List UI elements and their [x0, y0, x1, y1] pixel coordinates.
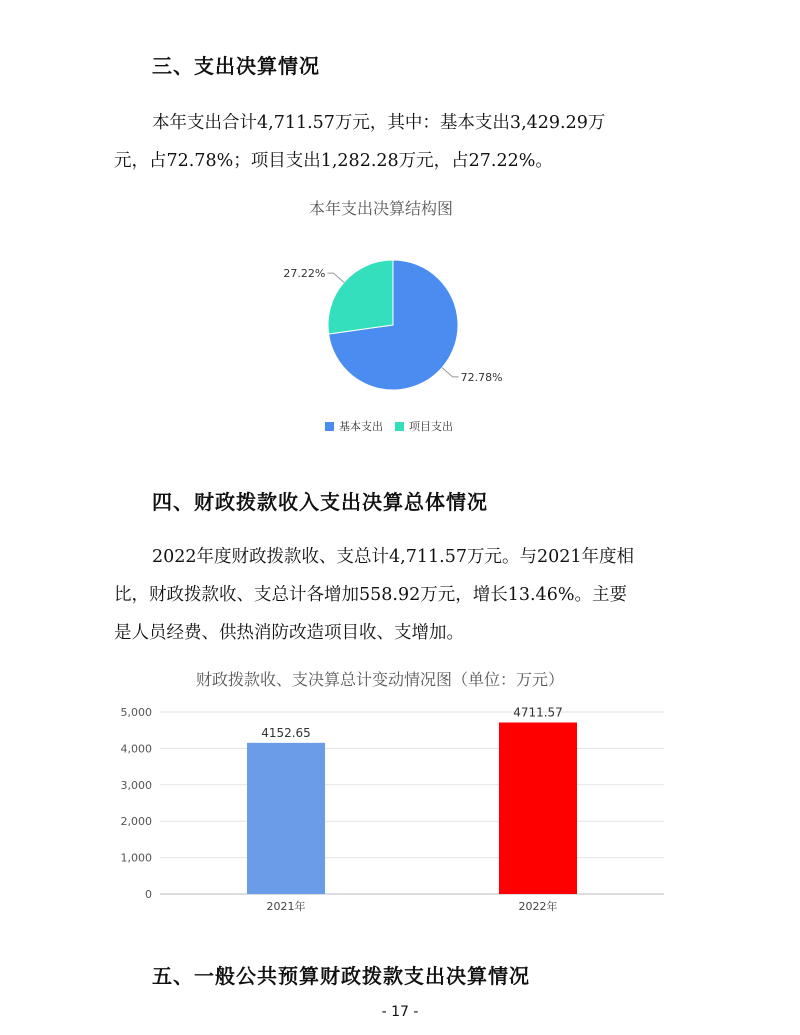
pie-leader-line: [442, 368, 459, 377]
paragraph: [114, 538, 689, 652]
pie-leader-line: [327, 273, 344, 282]
paragraph-line: 2022年度财政拨款收、支总计4,711.57万元。与2021年度相: [152, 547, 635, 567]
pie-chart: [0, 240, 800, 420]
bar: [247, 743, 325, 894]
legend-item: [395, 418, 453, 434]
y-tick-label: 5,000: [120, 706, 152, 719]
y-tick-label: 3,000: [120, 778, 152, 792]
pie-legend: [325, 418, 465, 434]
pie-data-label: 72.78%: [460, 370, 503, 384]
pie-data-label: 27.22%: [283, 267, 326, 281]
legend-item: [325, 418, 383, 434]
section-heading: 五、一般公共预算财政拨款支出决算情况: [152, 964, 530, 988]
y-tick-label: 2,000: [120, 815, 152, 829]
x-tick-label: 2021年: [266, 900, 306, 913]
x-tick-label: 2022年: [518, 900, 558, 913]
paragraph-line: 是人员经费、供热消防改造项目收、支增加。: [114, 623, 464, 643]
legend-swatch: [395, 422, 404, 431]
y-tick-label: 4,000: [120, 742, 152, 756]
page-number: - 17 -: [381, 1004, 419, 1020]
y-tick-label: 1,000: [120, 851, 152, 865]
pie-chart-title: 本年支出决算结构图: [309, 199, 454, 218]
paragraph-line: 本年支出合计4,711.57万元，其中：基本支出3,429.29万: [152, 113, 606, 133]
paragraph-line: 元，占72.78%；项目支出1,282.28万元，占27.22%。: [114, 151, 553, 171]
y-tick-label: 0: [145, 888, 152, 901]
bar: [499, 722, 577, 894]
bar-data-label: 4152.65: [261, 725, 311, 740]
legend-label: 基本支出: [339, 420, 383, 433]
pie-slice: [328, 260, 393, 334]
bar-data-label: 4711.57: [513, 705, 563, 720]
legend-label: 项目支出: [409, 420, 453, 433]
paragraph-line: 比，财政拨款收、支总计各增加558.92万元，增长13.46%。主要: [114, 585, 627, 605]
legend-swatch: [325, 422, 334, 431]
section-heading: 四、财政拨款收入支出决算总体情况: [152, 490, 488, 514]
section-heading: 三、支出决算情况: [152, 54, 320, 78]
bar-chart-title: 财政拨款收、支决算总计变动情况图（单位：万元）: [196, 670, 565, 689]
bar-chart: [0, 695, 800, 925]
paragraph: [114, 104, 689, 180]
